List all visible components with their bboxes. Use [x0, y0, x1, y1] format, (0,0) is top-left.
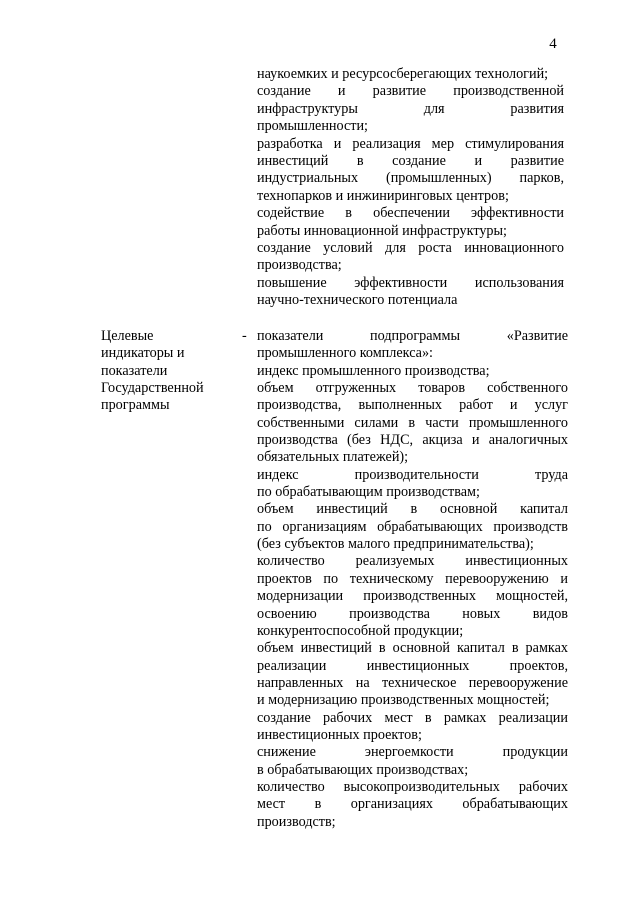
text-line: работы инновационной инфраструктуры; — [257, 222, 507, 239]
text-line: технопарков и инжиниринговых центров; — [257, 187, 509, 204]
indicators-content — [257, 328, 568, 831]
indicator-line: модернизации производственных мощностей, — [257, 588, 568, 605]
text-line: разработка и реализация мер стимулирования — [257, 135, 564, 152]
indicator-line: создание рабочих мест в рамках реализации — [257, 709, 568, 726]
text-line: производства; — [257, 257, 342, 274]
text-line: научно-технического потенциала — [257, 292, 458, 309]
label-line: показатели — [101, 362, 168, 379]
text-line: создание и развитие производственной — [257, 83, 564, 100]
text-line: индустриальных (промышленных) парков, — [257, 170, 564, 187]
indicator-line: проектов по техническому перевооружению и — [257, 570, 568, 587]
indicator-line: производства (без НДС, акциза и аналогичных — [257, 432, 568, 449]
label-line: индикаторы и — [101, 345, 185, 362]
indicator-line: количество высокопроизводительных рабочих — [257, 778, 568, 795]
top-text-block — [257, 66, 564, 310]
indicator-line: производств; — [257, 813, 336, 830]
indicator-line: объем инвестиций в основной капитал в рамках — [257, 640, 568, 657]
indicator-line: по организациям обрабатывающих производств — [257, 518, 568, 535]
indicator-line: объем инвестиций в основной капитал — [257, 501, 568, 518]
text-line: инвестиций в создание и развитие — [257, 153, 564, 170]
label-line: Государственной — [101, 379, 204, 396]
label-line: Целевые — [101, 328, 154, 344]
text-line: инфраструктуры для развития — [257, 100, 564, 117]
indicator-line: обязательных платежей); — [257, 449, 409, 466]
indicator-line: промышленного комплекса»: — [257, 345, 433, 362]
label-line: программы — [101, 397, 170, 414]
indicator-line: конкурентоспособной продукции; — [257, 622, 464, 639]
text-line: содействие в обеспечении эффективности — [257, 205, 564, 222]
indicator-line: реализации инвестиционных проектов, — [257, 657, 568, 674]
indicator-line: объем отгруженных товаров собственного — [257, 380, 568, 397]
text-line: промышленности; — [257, 118, 368, 135]
indicator-line: в обрабатывающих производствах; — [257, 761, 469, 778]
indicator-line: освоению производства новых видов — [257, 605, 568, 622]
indicator-line: показатели подпрограммы «Развитие — [257, 328, 568, 344]
indicator-line: по обрабатывающим производствам; — [257, 484, 480, 501]
text-line: создание условий для роста инновационного — [257, 240, 564, 257]
indicator-line: собственными силами в части промышленного — [257, 414, 568, 431]
indicator-line: количество реализуемых инвестиционных — [257, 553, 568, 570]
indicators-label — [101, 328, 241, 414]
indicator-line: снижение энергоемкости продукции — [257, 744, 568, 761]
indicator-line: индекс производительности труда — [257, 466, 568, 483]
text-line: повышение эффективности использования — [257, 274, 564, 291]
indicator-line: производства, выполненных работ и услуг — [257, 397, 568, 414]
indicator-line: направленных на техническое перевооружение — [257, 674, 568, 691]
indicator-line: мест в организациях обрабатывающих — [257, 796, 568, 813]
indicators-dash: - — [242, 328, 247, 344]
indicator-line: индекс промышленного производства; — [257, 362, 490, 379]
indicator-line: инвестиционных проектов; — [257, 726, 422, 743]
text-line: наукоемких и ресурсосберегающих технологий; — [257, 66, 549, 82]
indicator-line: (без субъектов малого предпринимательства); — [257, 536, 534, 553]
page-number: 4 — [549, 36, 557, 52]
indicator-line: и модернизацию производственных мощностей; — [257, 692, 550, 709]
